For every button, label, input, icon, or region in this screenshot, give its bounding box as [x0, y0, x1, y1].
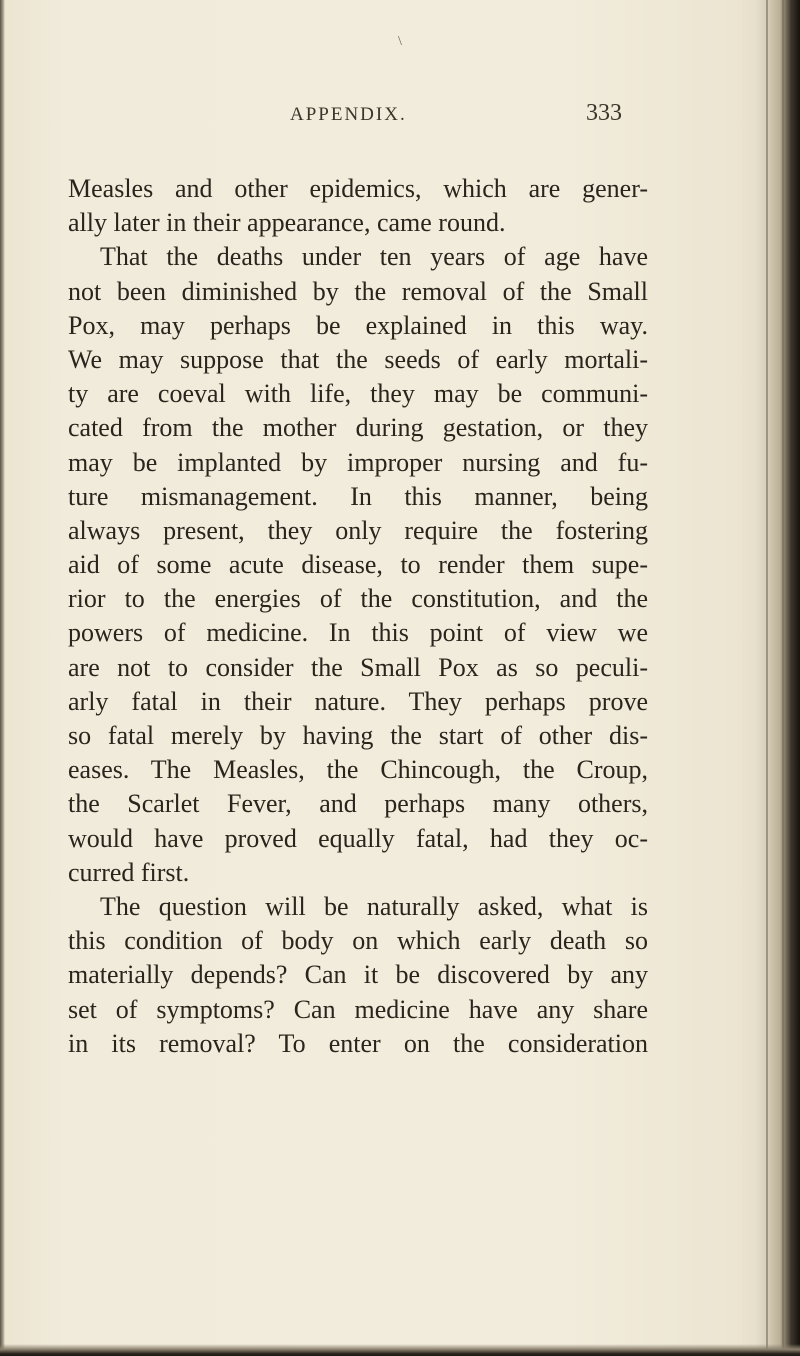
text-line: aid of some acute disease, to render them supe- — [68, 550, 648, 580]
margin-mark: \ — [398, 34, 402, 49]
page-bottom-edge — [0, 1344, 800, 1356]
page-number: 333 — [586, 100, 622, 126]
text-line: curred first. — [68, 857, 190, 887]
running-head: APPENDIX. — [290, 104, 407, 125]
text-line: Measles and other epidemics, which are gener- — [68, 174, 648, 203]
text-line: may be implanted by improper nursing and fu- — [68, 447, 648, 477]
text-line: materially depends? Can it be discovered by any — [68, 960, 648, 990]
text-line: the Scarlet Fever, and perhaps many others, — [68, 789, 648, 819]
page-right-edge-line — [766, 0, 768, 1356]
text-line: cated from the mother during gestation, or they — [68, 413, 648, 443]
text-line: ally later in their appearance, came round. — [68, 208, 506, 238]
text-line: set of symptoms? Can medicine have any share — [68, 994, 648, 1024]
page-left-edge — [0, 0, 5, 1356]
text-line: powers of medicine. In this point of view we — [68, 618, 648, 648]
text-line: rior to the energies of the constitution, and the — [68, 584, 648, 614]
text-line: We may suppose that the seeds of early mortali- — [68, 344, 648, 374]
text-line: That the deaths under ten years of age have — [100, 242, 648, 272]
text-line: would have proved equally fatal, had they oc- — [68, 823, 648, 853]
text-line: in its removal? To enter on the consideration — [68, 1028, 648, 1058]
text-line: arly fatal in their nature. They perhaps prove — [68, 686, 648, 716]
page-right-edge — [756, 0, 800, 1356]
text-line: eases. The Measles, the Chincough, the Croup, — [68, 755, 648, 785]
text-line: this condition of body on which early death so — [68, 926, 648, 956]
text-line: not been diminished by the removal of the Small — [68, 276, 648, 306]
body-text — [68, 172, 648, 1061]
text-line: Pox, may perhaps be explained in this way. — [68, 310, 648, 340]
page-right-edge-line — [782, 0, 784, 1356]
text-line: always present, they only require the fostering — [68, 515, 648, 545]
text-line: so fatal merely by having the start of other dis- — [68, 721, 648, 750]
page-header — [0, 100, 800, 134]
text-line: ture mismanagement. In this manner, being — [68, 481, 648, 511]
text-line: ty are coeval with life, they may be communi- — [68, 379, 648, 409]
text-line: The question will be naturally asked, what is — [100, 891, 648, 921]
text-line: are not to consider the Small Pox as so peculi- — [68, 652, 648, 682]
